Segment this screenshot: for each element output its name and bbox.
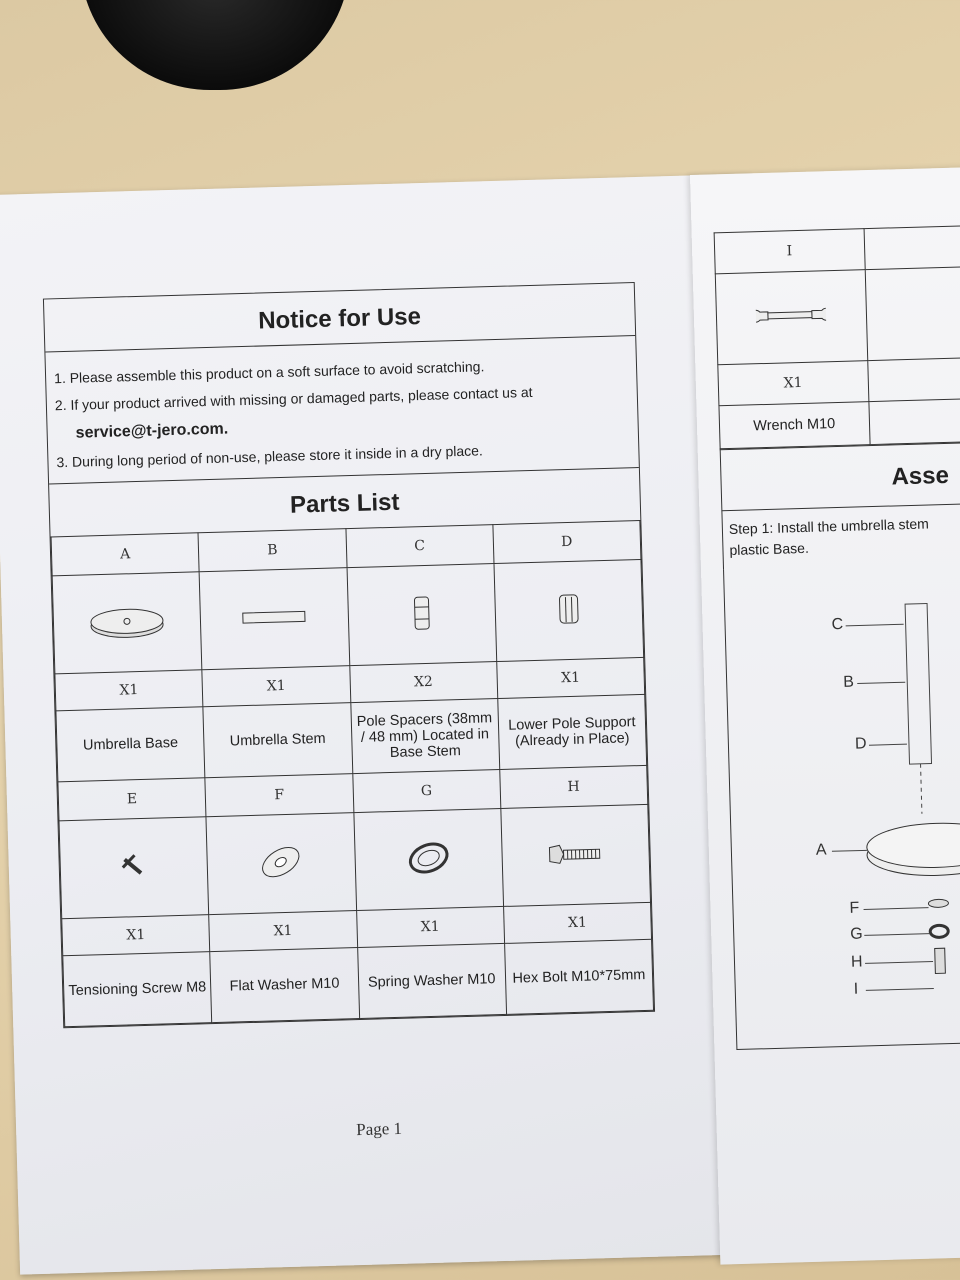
notice-list	[45, 336, 638, 484]
pole-spacer-icon	[409, 592, 434, 633]
parts-list-title: Parts List	[289, 488, 400, 519]
parts-table-continued	[714, 224, 960, 449]
right-page-content	[714, 224, 960, 1050]
assembly-diagram	[723, 561, 960, 1050]
part-qty: X2	[349, 662, 497, 703]
lamp-base	[80, 0, 350, 90]
part-name: Lower Pole Support (Already in Place)	[498, 694, 647, 769]
wrench-icon	[756, 302, 827, 328]
diagram-label: I	[853, 980, 859, 998]
notice-item-2: 2. If your product arrived with missing or damaged parts, please contact us at	[54, 383, 533, 414]
part-name: Hex Bolt M10*75mm	[504, 939, 653, 1014]
empty-cell	[867, 356, 960, 401]
umbrella-base-cell	[52, 572, 202, 674]
step-1-text	[721, 502, 960, 569]
diagram-label: G	[850, 925, 863, 943]
part-letter: F	[205, 774, 353, 817]
flat-washer-icon	[256, 841, 307, 882]
pole-spacer-cell	[347, 564, 497, 666]
part-letter: A	[51, 533, 199, 576]
umbrella-stem-icon	[239, 606, 310, 628]
support-email: service@t-jero.com.	[75, 420, 229, 442]
tensioning-screw-icon	[118, 850, 149, 881]
part-name: Flat Washer M10	[210, 948, 359, 1023]
parts-image-row	[52, 559, 644, 673]
manual-page-right	[690, 166, 960, 1265]
part-name: Spring Washer M10	[357, 943, 506, 1018]
part-name: Pole Spacers (38mm / 48 mm) Located in Base Stem	[350, 699, 499, 774]
assembly-title: Asse	[720, 441, 960, 510]
hex-bolt-icon	[545, 840, 606, 868]
notice-item-3: 3. During long period of non-use, please store it inside in a dry place.	[56, 442, 484, 471]
part-qty: X1	[718, 361, 869, 406]
part-letter: B	[198, 529, 346, 572]
part-qty: X1	[62, 915, 210, 956]
wrench-cell	[715, 270, 867, 365]
empty-cell	[865, 265, 960, 360]
part-letter: G	[352, 769, 500, 812]
hex-bolt-cell	[501, 804, 651, 906]
part-qty: X1	[202, 666, 350, 707]
part-name: Umbrella Stem	[203, 703, 352, 778]
notice-title: Notice for Use	[44, 283, 635, 352]
diagram-label: C	[831, 615, 844, 634]
parts-name-row	[63, 939, 654, 1026]
part-qty: X1	[356, 906, 504, 947]
empty-cell	[864, 225, 960, 270]
umbrella-stem-cell	[199, 568, 349, 670]
diagram-label: H	[850, 953, 863, 971]
pole-support-icon	[555, 588, 582, 629]
diagram-label: B	[842, 673, 855, 691]
diagram-label: F	[849, 899, 860, 917]
umbrella-base-icon	[87, 600, 168, 642]
part-qty: X1	[503, 902, 651, 943]
part-letter: H	[499, 765, 647, 808]
manual-page-left	[0, 174, 780, 1275]
part-name: Tensioning Screw M8	[63, 952, 212, 1027]
flat-washer-cell	[206, 813, 356, 915]
part-qty: X1	[55, 670, 203, 711]
part-letter: E	[58, 778, 206, 821]
diagram-label: A	[815, 841, 827, 859]
part-letter: D	[493, 520, 641, 563]
step-1-line-2: plastic Base.	[729, 539, 810, 559]
part-letter: I	[714, 229, 865, 274]
step-1-line-1: Step 1: Install the umbrella stem	[728, 515, 930, 538]
part-name: Umbrella Base	[56, 707, 205, 782]
empty-cell	[868, 397, 960, 444]
spring-washer-icon	[403, 837, 454, 878]
part-qty: X1	[496, 657, 644, 698]
parts-image-row	[59, 804, 651, 918]
tensioning-screw-cell	[59, 817, 209, 919]
pole-support-cell	[494, 559, 644, 661]
part-letter: C	[345, 525, 493, 568]
notice-item-1: 1. Please assemble this product on a soft surface to avoid scratching.	[53, 358, 485, 387]
part-name: Wrench M10	[719, 402, 870, 449]
diagram-label: D	[854, 735, 867, 753]
manual-content	[43, 282, 655, 1028]
part-qty: X1	[209, 911, 357, 952]
parts-table	[51, 520, 654, 1027]
page-number: Page 1	[355, 1118, 403, 1140]
spring-washer-cell	[353, 808, 503, 910]
